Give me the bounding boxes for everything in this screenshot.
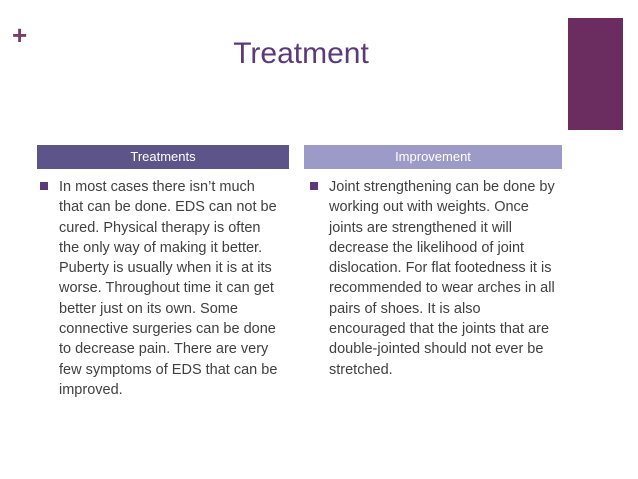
accent-bar xyxy=(568,18,623,130)
improvement-bullet-item xyxy=(310,177,560,380)
square-bullet-icon xyxy=(40,182,48,190)
plus-logo-mark: + xyxy=(12,20,28,50)
square-bullet-icon xyxy=(310,182,318,190)
treatments-bullet-text: In most cases there isn’t much that can be done. EDS can not be cured. Physical therapy is often the only way of making it better. Puberty is usually when it is at its worse. Throughout time it can get better just on its own. Some connective surgeries can be done to decrease pain. There are very few symptoms of EDS that can be improved. xyxy=(59,179,278,398)
slide-title: Treatment xyxy=(233,37,369,70)
treatments-column-header: Treatments xyxy=(37,145,289,169)
treatments-bullet-item xyxy=(40,177,280,400)
improvement-column-header: Improvement xyxy=(304,145,562,169)
improvement-bullet-text: Joint strengthening can be done by working out with weights. Once joints are strengthened it will decrease the likelihood of joint dislocation. For flat footedness it is recommended to wear arches in all pairs of shoes. It is also encouraged that the joints that are double-jointed should not ever be stretched. xyxy=(329,179,555,378)
